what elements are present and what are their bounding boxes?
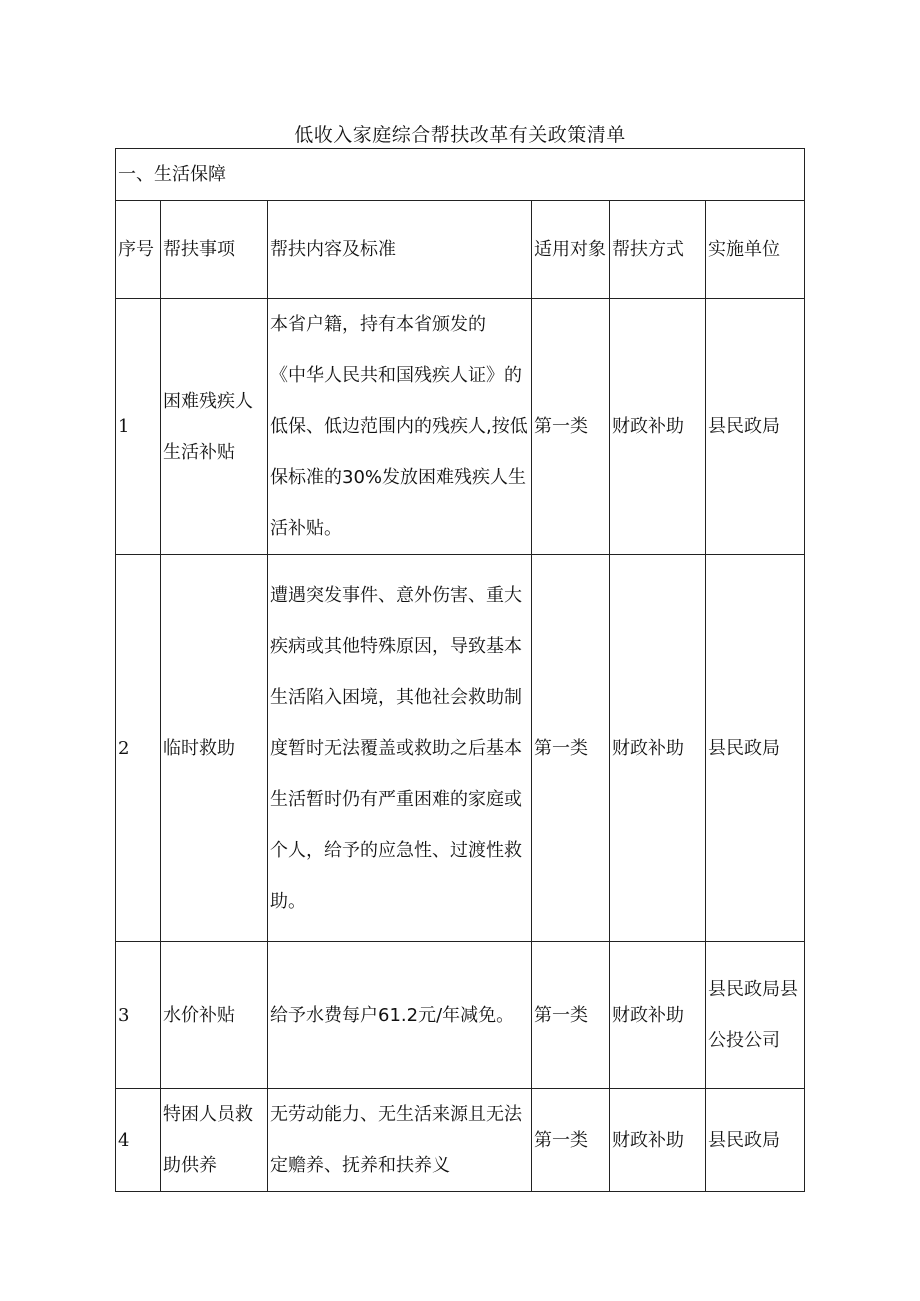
row-content: 本省户籍，持有本省颁发的 《中华人民共和国残疾人证》的低保、低边范围内的残疾人,按低保标准的30%发放困难残疾人生活补贴。 [268, 299, 532, 555]
section-row [116, 149, 805, 201]
row-method: 财政补助 [610, 1089, 706, 1192]
row-item: 水价补贴 [161, 942, 268, 1089]
table-row [116, 555, 805, 942]
row-item: 特困人员救助供养 [161, 1089, 268, 1192]
row-seq: 4 [116, 1089, 161, 1192]
table-row [116, 1089, 805, 1192]
row-item: 困难残疾人生活补贴 [161, 299, 268, 555]
header-target: 适用对象 [532, 201, 610, 299]
row-content: 遭遇突发事件、意外伤害、重大疾病或其他特殊原因，导致基本生活陷入困境，其他社会救助制度暂时无法覆盖或救助之后基本生活暂时仍有严重困难的家庭或个人，给予的应急性、过渡性救助。 [268, 555, 532, 942]
header-seq: 序号 [116, 201, 161, 299]
row-seq: 3 [116, 942, 161, 1089]
row-unit: 县民政局 [706, 1089, 805, 1192]
row-content: 给予水费每户61.2元/年减免。 [268, 942, 532, 1089]
row-target: 第一类 [532, 1089, 610, 1192]
table-row [116, 299, 805, 555]
row-item: 临时救助 [161, 555, 268, 942]
table-row [116, 942, 805, 1089]
row-unit: 县民政局县公投公司 [706, 942, 805, 1089]
row-target: 第一类 [532, 299, 610, 555]
row-target: 第一类 [532, 555, 610, 942]
table-header-row [116, 201, 805, 299]
row-unit: 县民政局 [706, 299, 805, 555]
row-unit: 县民政局 [706, 555, 805, 942]
row-method: 财政补助 [610, 299, 706, 555]
row-method: 财政补助 [610, 555, 706, 942]
row-seq: 1 [116, 299, 161, 555]
document-title: 低收入家庭综合帮扶改革有关政策清单 [294, 124, 626, 146]
header-item: 帮扶事项 [161, 201, 268, 299]
header-method: 帮扶方式 [610, 201, 706, 299]
section-label: 一、生活保障 [116, 149, 805, 201]
row-content: 无劳动能力、无生活来源且无法定赡养、抚养和扶养义 [268, 1089, 532, 1192]
row-seq: 2 [116, 555, 161, 942]
row-target: 第一类 [532, 942, 610, 1089]
header-unit: 实施单位 [706, 201, 805, 299]
policy-table [115, 148, 805, 1192]
header-content: 帮扶内容及标准 [268, 201, 532, 299]
row-method: 财政补助 [610, 942, 706, 1089]
